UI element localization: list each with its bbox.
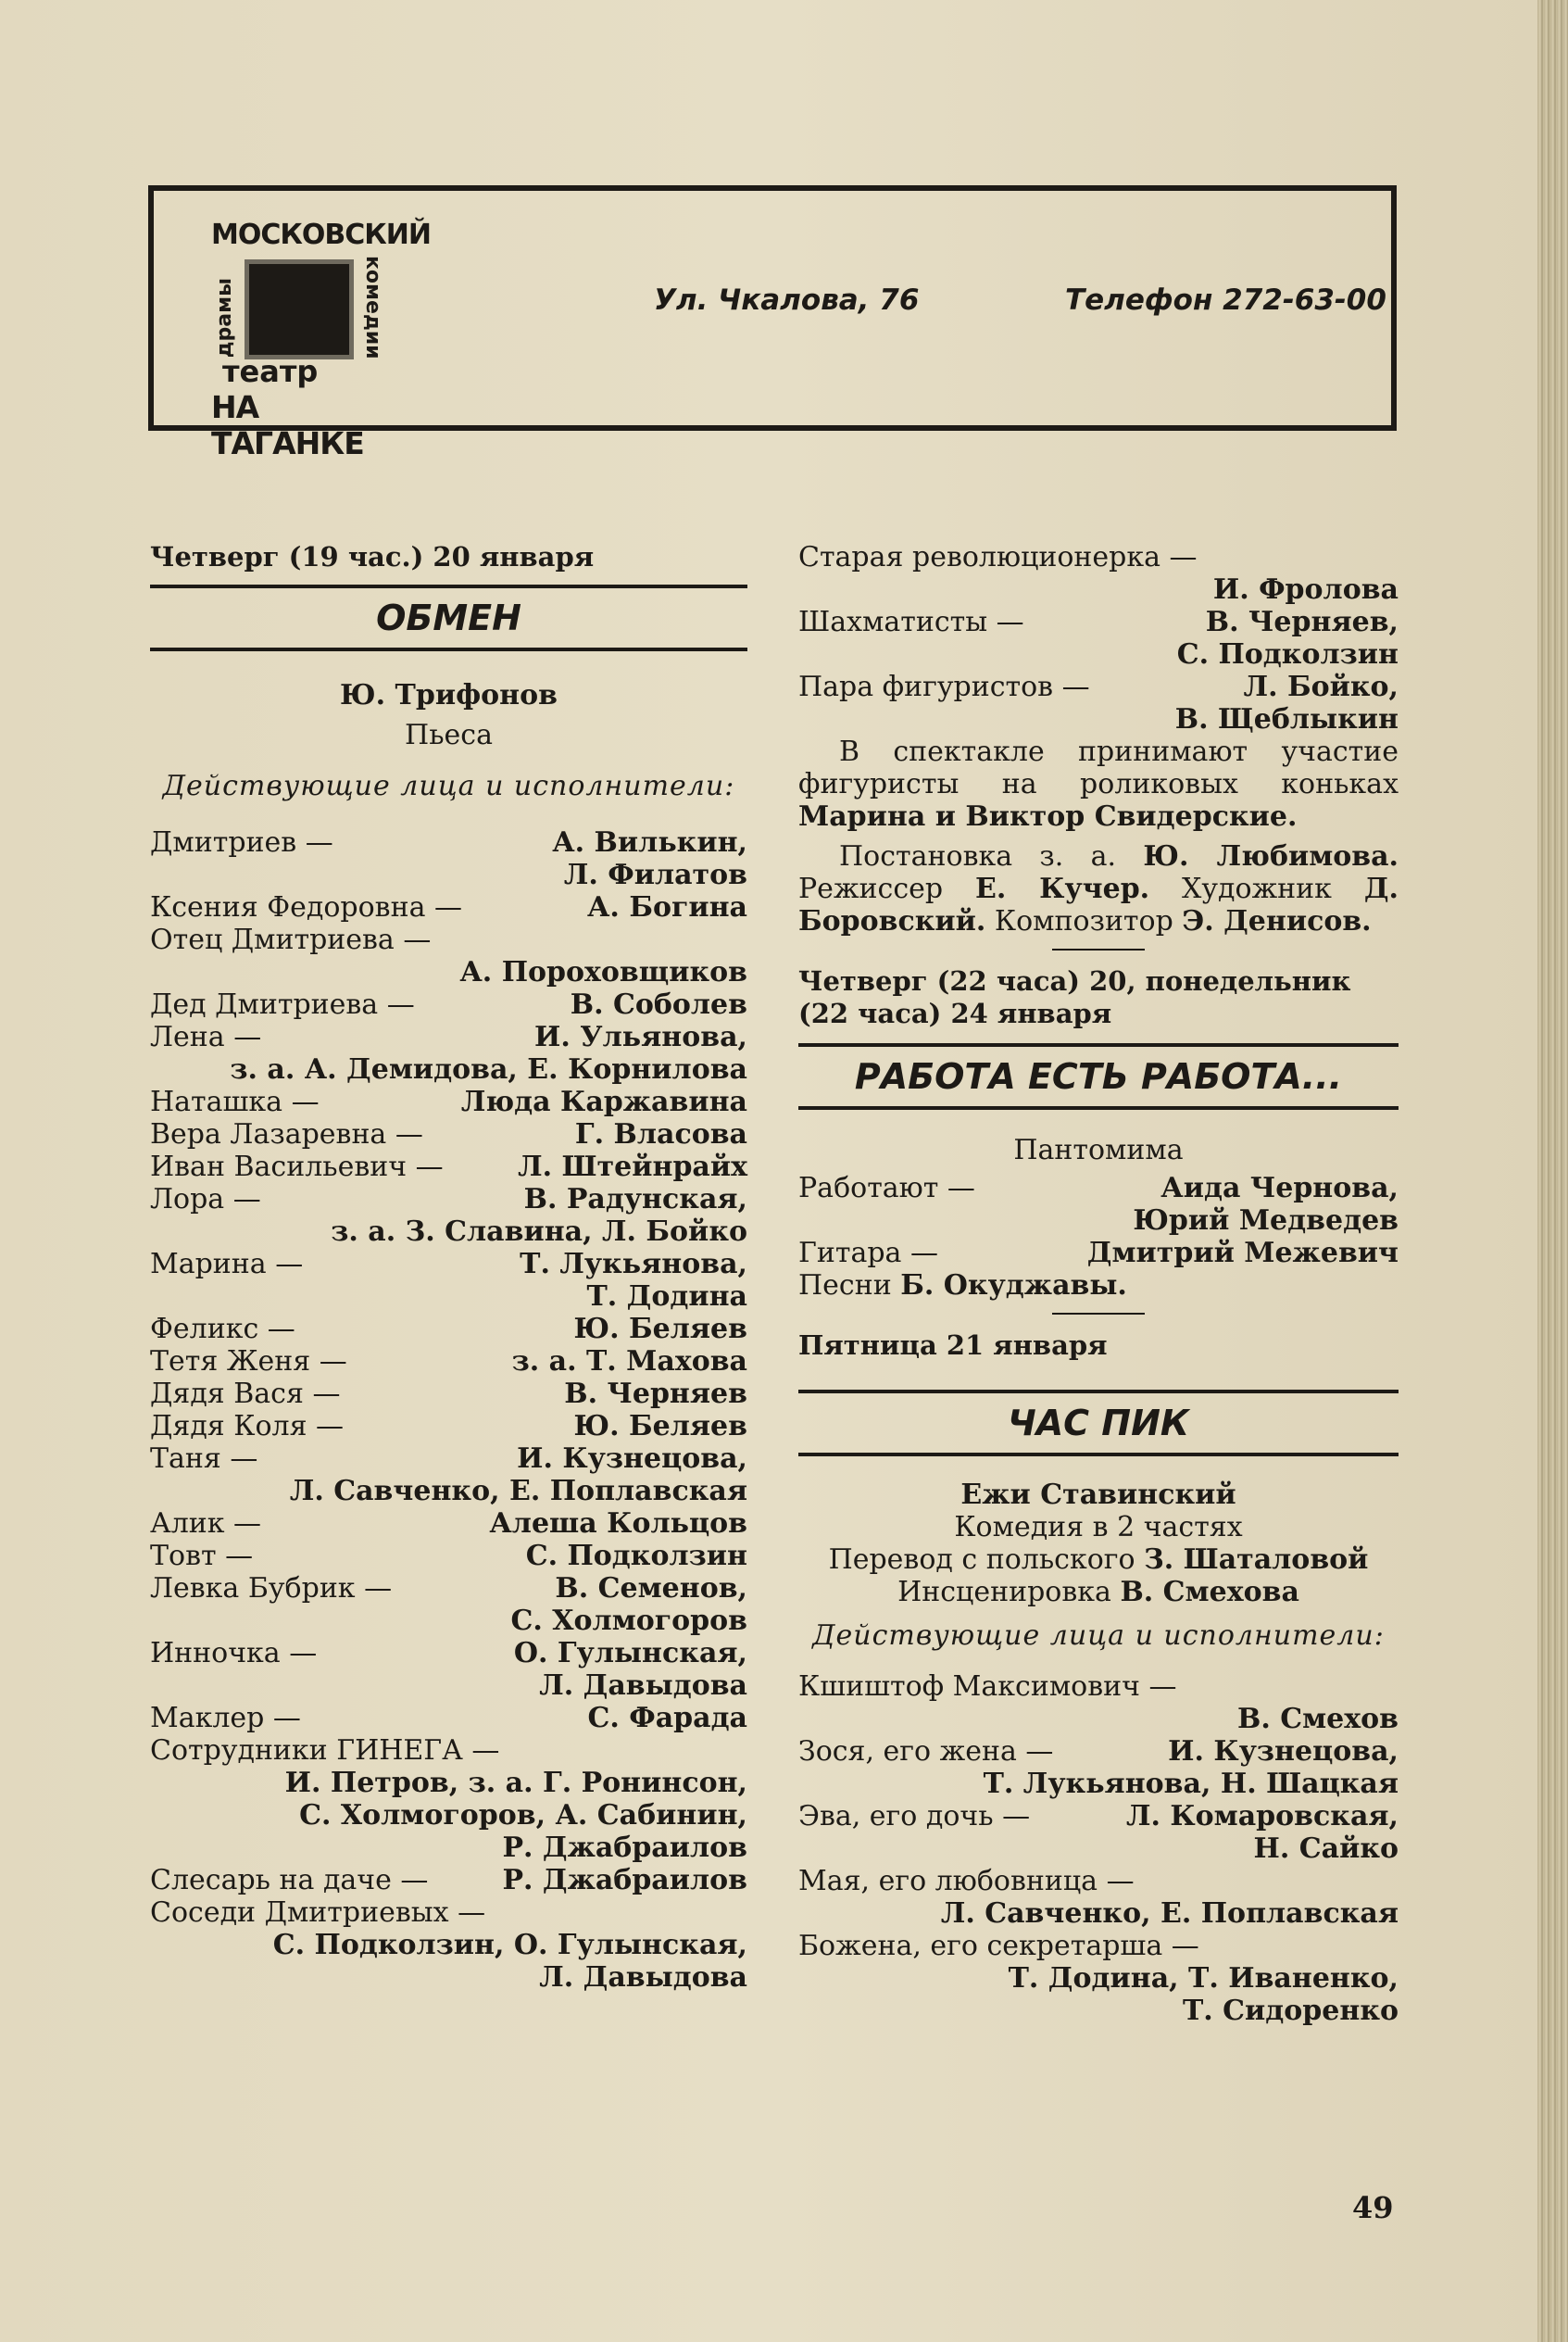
theatre-address: Ул. Чкалова, 76 — [654, 283, 920, 317]
cast-role: Товт — — [150, 1540, 254, 1572]
cast-actor: Люда Каржавина — [460, 1086, 747, 1118]
cast-role: Вера Лазаревна — — [150, 1118, 423, 1151]
play-author: Ежи Ставинский — [960, 1479, 1236, 1511]
cast-list — [150, 826, 747, 1994]
play-genre: Комедия в 2 частях — [954, 1511, 1243, 1543]
cast-row — [150, 826, 747, 859]
play-genre: Пьеса — [405, 719, 493, 751]
cast-row — [150, 1183, 747, 1215]
cast-actor-continuation: з. а. З. Славина, Л. Бойко — [331, 1215, 747, 1248]
rule — [798, 1106, 1399, 1110]
cast-actor: О. Гулынская, — [513, 1637, 747, 1669]
cast-row — [798, 1172, 1399, 1204]
theatre-phone: Телефон 272-63-00 — [1065, 283, 1386, 317]
cast-actor-continuation: Т. Лукьянова, Н. Шацкая — [983, 1768, 1399, 1800]
cast-row — [150, 1086, 747, 1118]
cast-row — [150, 1118, 747, 1151]
cast-row — [150, 1248, 747, 1280]
cast-role: Марина — — [150, 1248, 304, 1280]
cast-role: Гитара — — [798, 1237, 938, 1269]
cast-list — [798, 1670, 1399, 2027]
cast-row — [150, 1734, 747, 1767]
cast-row — [150, 891, 747, 924]
cast-role: Сотрудники ГИНЕГА — — [150, 1734, 500, 1767]
cast-actor: И. Кузнецова, — [1168, 1735, 1399, 1768]
rule — [798, 1043, 1399, 1047]
cast-actor-continuation: Т. Сидоренко — [1182, 1995, 1399, 2027]
column-left — [150, 541, 747, 1994]
staging-label: Постановка з. а. — [839, 840, 1117, 873]
play-genre: Пантомима — [1013, 1134, 1184, 1166]
note-text: В спектакле принимают участие фигуристы на роликовых коньках — [798, 736, 1399, 800]
cast-actor: Л. Комаровская, — [1125, 1800, 1399, 1832]
cast-actor: Л. Бойко, — [1243, 671, 1399, 703]
cast-role: Отец Дмитриева — — [150, 924, 432, 956]
cast-role: Инночка — — [150, 1637, 318, 1669]
separator — [1052, 1313, 1145, 1315]
cast-role: Мая, его любовница — — [798, 1865, 1135, 1897]
cast-row — [150, 1021, 747, 1053]
play-title: ЧАС ПИК — [1008, 1403, 1189, 1443]
cast-row — [150, 988, 747, 1021]
logo-line-na-taganke: НА ТАГАНКЕ — [211, 389, 364, 461]
cast-role: Дядя Вася — — [150, 1378, 341, 1410]
director-label: Режиссер — [798, 873, 944, 905]
cast-role: Наташка — — [150, 1086, 320, 1118]
cast-role: Ксения Федоровна — — [150, 891, 462, 924]
cast-row — [798, 606, 1399, 638]
cast-row — [798, 1930, 1399, 1962]
cast-actor: Ю. Беляев — [573, 1410, 747, 1442]
cast-actor: Ю. Беляев — [573, 1313, 747, 1345]
show-date: Четверг (22 часа) 20, понедельник (22 часа) 24 января — [798, 965, 1351, 1029]
cast-row — [150, 924, 747, 956]
cast-actor-continuation: Н. Сайко — [1253, 1832, 1399, 1865]
cast-actor: Алеша Кольцов — [489, 1507, 747, 1540]
cast-role: Слесарь на даче — — [150, 1864, 429, 1896]
show-date: Пятница 21 января — [798, 1329, 1108, 1361]
cast-actor: Т. Лукьянова, — [520, 1248, 747, 1280]
cast-actor-continuation: Юрий Медведев — [1133, 1204, 1399, 1237]
cast-row — [798, 1735, 1399, 1768]
cast-actor-continuation: Л. Давыдова — [539, 1669, 747, 1702]
cast-actor-continuation: И. Фролова — [1212, 573, 1399, 606]
cast-actor-continuation: С. Холмогоров, А. Сабинин, — [299, 1799, 747, 1832]
cast-actor: А. Вилькин, — [552, 826, 747, 859]
cast-row — [798, 1237, 1399, 1269]
cast-actor: з. а. Т. Махова — [511, 1345, 747, 1378]
cast-row — [798, 1800, 1399, 1832]
logo-square — [245, 259, 354, 359]
logo-line-moskovsky: МОСКОВСКИЙ — [211, 219, 432, 251]
staging-name: Ю. Любимова. — [1143, 840, 1399, 873]
cast-heading: Действующие лица и исполнители: — [812, 1619, 1385, 1652]
column-right — [798, 541, 1399, 2027]
cast-actor: В. Черняев, — [1205, 606, 1399, 638]
cast-row — [150, 1540, 747, 1572]
cast-actor-continuation: Л. Савченко, Е. Поплавская — [940, 1897, 1399, 1930]
director-name: Е. Кучер. — [975, 873, 1150, 905]
translation-line — [798, 1543, 1399, 1576]
cast-row — [150, 1410, 747, 1442]
cast-row — [150, 1637, 747, 1669]
songs-name: Б. Окуджавы. — [900, 1269, 1127, 1302]
cast-actor: С. Подколзин — [525, 1540, 747, 1572]
show-date: Четверг (19 час.) 20 января — [150, 541, 595, 573]
cast-row — [798, 1670, 1399, 1703]
cast-list — [798, 541, 1399, 736]
songs-line — [798, 1269, 1399, 1302]
play-title: РАБОТА ЕСТЬ РАБОТА... — [854, 1056, 1343, 1097]
credits-paragraph — [798, 840, 1399, 938]
cast-actor-continuation: з. а. А. Демидова, Е. Корнилова — [230, 1053, 747, 1086]
cast-role: Дядя Коля — — [150, 1410, 345, 1442]
cast-row — [150, 1507, 747, 1540]
cast-row — [150, 1864, 747, 1896]
songs-label: Песни — [798, 1269, 892, 1302]
cast-actor-continuation: С. Подколзин — [1176, 638, 1399, 671]
cast-role: Шахматисты — — [798, 606, 1024, 638]
cast-actor: В. Черняев — [564, 1378, 747, 1410]
cast-role: Пара фигуристов — — [798, 671, 1090, 703]
cast-role: Феликс — — [150, 1313, 295, 1345]
cast-row — [150, 1151, 747, 1183]
cast-actor: Г. Власова — [574, 1118, 747, 1151]
logo-vertical-dramy: драмы — [213, 278, 236, 359]
cast-row — [798, 1865, 1399, 1897]
cast-row — [150, 1313, 747, 1345]
cast-actor: В. Соболев — [570, 988, 747, 1021]
cast-row — [150, 1572, 747, 1605]
cast-actor-continuation: Л. Филатов — [563, 859, 747, 891]
cast-heading: Действующие лица и исполнители: — [162, 770, 735, 802]
cast-actor: А. Богина — [587, 891, 747, 924]
cast-actor-continuation: С. Холмогоров — [510, 1605, 747, 1637]
play-author: Ю. Трифонов — [340, 679, 558, 711]
cast-row — [150, 1702, 747, 1734]
cast-list — [798, 1172, 1399, 1269]
cast-role: Работают — — [798, 1172, 975, 1204]
cast-actor: И. Кузнецова, — [517, 1442, 747, 1475]
cast-row — [798, 541, 1399, 573]
cast-actor-continuation: В. Щеблыкин — [1174, 703, 1399, 736]
cast-role: Маклер — — [150, 1702, 301, 1734]
cast-role: Божена, его секретарша — — [798, 1930, 1199, 1962]
cast-role: Лена — — [150, 1021, 262, 1053]
separator — [1052, 949, 1145, 951]
cast-actor-continuation: Л. Савченко, Е. Поплавская — [289, 1475, 747, 1507]
cast-actor-continuation: Р. Джабраилов — [502, 1832, 747, 1864]
cast-actor-continuation: А. Пороховщиков — [459, 956, 747, 988]
adaptation-name: В. Смехова — [1120, 1576, 1299, 1608]
cast-actor-continuation: В. Смехов — [1236, 1703, 1399, 1735]
cast-role: Тетя Женя — — [150, 1345, 347, 1378]
cast-role: Зося, его жена — — [798, 1735, 1054, 1768]
cast-row — [150, 1345, 747, 1378]
cast-role: Левка Бубрик — — [150, 1572, 393, 1605]
play-title: ОБМЕН — [376, 598, 521, 638]
cast-role: Соседи Дмитриевых — — [150, 1896, 486, 1929]
artist-name: Д. Боровский. — [798, 873, 1399, 938]
cast-actor: С. Фарада — [587, 1702, 747, 1734]
cast-role: Эва, его дочь — — [798, 1800, 1031, 1832]
cast-actor: Аида Чернова, — [1160, 1172, 1399, 1204]
note-names: Марина и Виктор Свидерские. — [798, 800, 1298, 833]
theatre-logo — [211, 219, 432, 461]
cast-role: Дмитриев — — [150, 826, 333, 859]
cast-role: Таня — — [150, 1442, 258, 1475]
cast-actor: Дмитрий Межевич — [1086, 1237, 1399, 1269]
cast-role: Старая революционерка — — [798, 541, 1198, 573]
logo-line-teatr: театр — [222, 354, 319, 389]
cast-actor: Л. Штейнрайх — [518, 1151, 747, 1183]
cast-role: Алик — — [150, 1507, 262, 1540]
cast-actor-continuation: С. Подколзин, О. Гулынская, — [272, 1929, 747, 1961]
rule — [150, 585, 747, 588]
composer-name: Э. Денисов. — [1182, 905, 1372, 938]
cast-row — [150, 1896, 747, 1929]
translation-label: Перевод с польского — [828, 1543, 1135, 1576]
cast-row — [150, 1442, 747, 1475]
cast-actor: Р. Джабраилов — [502, 1864, 747, 1896]
cast-row — [150, 1378, 747, 1410]
cast-actor: В. Семенов, — [555, 1572, 747, 1605]
composer-label: Композитор — [994, 905, 1173, 938]
logo-vertical-komedii: комедии — [361, 256, 384, 359]
theatre-header — [148, 185, 1397, 461]
translation-name: З. Шаталовой — [1144, 1543, 1369, 1576]
cast-actor-continuation: Л. Давыдова — [539, 1961, 747, 1994]
page-number: 49 — [1352, 2190, 1394, 2225]
adaptation-label: Инсценировка — [897, 1576, 1111, 1608]
cast-role: Дед Дмитриева — — [150, 988, 415, 1021]
artist-label: Художник — [1182, 873, 1332, 905]
page-edge — [1537, 0, 1568, 2342]
cast-actor-continuation: Т. Додина, Т. Иваненко, — [1008, 1962, 1399, 1995]
cast-role: Лора — — [150, 1183, 261, 1215]
cast-role: Кшиштоф Максимович — — [798, 1670, 1177, 1703]
cast-actor: И. Ульянова, — [534, 1021, 747, 1053]
cast-role: Иван Васильевич — — [150, 1151, 444, 1183]
cast-actor: В. Радунская, — [523, 1183, 747, 1215]
rule — [150, 648, 747, 651]
note-paragraph — [798, 736, 1399, 833]
adaptation-line — [798, 1576, 1399, 1608]
cast-actor-continuation: Т. Додина — [586, 1280, 747, 1313]
rule — [798, 1390, 1399, 1393]
cast-actor-continuation: И. Петров, з. а. Г. Ронинсон, — [284, 1767, 747, 1799]
rule — [798, 1453, 1399, 1456]
cast-row — [798, 671, 1399, 703]
